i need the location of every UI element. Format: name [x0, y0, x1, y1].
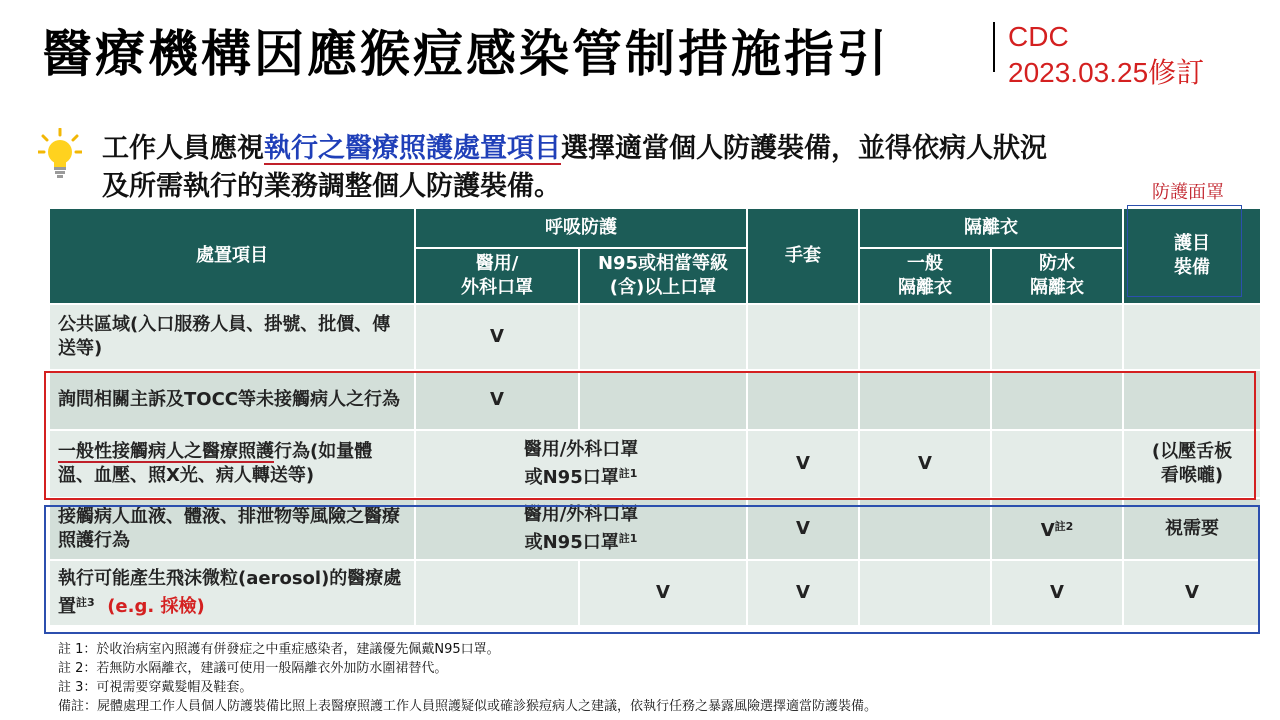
- table-row: [49, 304, 1261, 370]
- header-general-gown: 一般 隔離衣: [859, 248, 991, 304]
- waterproof-mark: V: [1040, 520, 1055, 541]
- cell-general-gown: [859, 304, 991, 370]
- cell-eye: V: [1123, 560, 1261, 626]
- page-title: 醫療機構因應猴痘感染管制措施指引: [42, 25, 890, 83]
- respiratory-note: 註1: [618, 532, 638, 545]
- cell-waterproof-gown: [991, 370, 1123, 430]
- header-gloves: 手套: [747, 208, 859, 304]
- intro-highlight: 執行之醫療照護處置項目: [264, 133, 561, 164]
- header-item: 處置項目: [49, 208, 415, 304]
- table-row: [49, 370, 1261, 430]
- header-medical-mask: 醫用/ 外科口罩: [415, 248, 579, 304]
- source-org: CDC: [1008, 21, 1069, 52]
- respiratory-text: 醫用/外科口罩 或N95口罩: [523, 504, 639, 553]
- cell-waterproof-gown: [991, 304, 1123, 370]
- cell-medical-mask: [415, 560, 579, 626]
- header-respiratory: 呼吸防護: [415, 208, 747, 248]
- row-item-rest: 行為(如量體溫、血壓、照X光、病人轉送等): [58, 441, 373, 486]
- cell-waterproof-gown: [991, 430, 1123, 498]
- cell-eye: 視需要: [1123, 498, 1261, 560]
- row-item-example: (e.g. 採檢): [107, 596, 205, 617]
- cell-n95: V: [579, 560, 747, 626]
- header-row-1: [49, 208, 1261, 248]
- respiratory-note: 註1: [618, 467, 638, 480]
- cell-medical-mask: V: [415, 304, 579, 370]
- table-row: [49, 430, 1261, 498]
- face-shield-note: 防護面罩: [1152, 182, 1224, 202]
- waterproof-note: 註2: [1054, 520, 1074, 533]
- cell-general-gown: V: [859, 430, 991, 498]
- cell-general-gown: [859, 498, 991, 560]
- cell-general-gown: [859, 370, 991, 430]
- lightbulb-icon: [38, 128, 82, 180]
- cell-waterproof-gown: [991, 498, 1123, 560]
- cell-medical-mask: V: [415, 370, 579, 430]
- cell-respiratory-merged: [415, 498, 747, 560]
- row-item-text: 執行可能產生飛沫微粒(aerosol)的醫療處置: [58, 568, 402, 617]
- footnotes: [58, 640, 1268, 716]
- footnote-2: 註 2：若無防水隔離衣，建議可使用一般隔離衣外加防水圍裙替代。: [58, 661, 448, 676]
- cell-eye: (以壓舌板 看喉嚨): [1123, 430, 1261, 498]
- intro-part2: 選擇適當個人防護裝備，並得依病人狀況: [561, 133, 1047, 164]
- intro-text: [102, 130, 1252, 206]
- respiratory-text: 醫用/外科口罩 或N95口罩: [523, 439, 639, 488]
- header-waterproof-gown: 防水 隔離衣: [991, 248, 1123, 304]
- row-item-note: 註3: [76, 596, 95, 609]
- header-n95: N95或相當等級 (含)以上口罩: [579, 248, 747, 304]
- cell-gloves: V: [747, 560, 859, 626]
- footnote-remark: 備註：屍體處理工作人員個人防護裝備比照上表醫療照護工作人員照護疑似或確診猴痘病人之建議，依執行任務之暴露風險選擇適當防護裝備。: [58, 699, 878, 714]
- header-gown: 隔離衣: [859, 208, 1123, 248]
- row-item: [49, 430, 415, 498]
- cell-n95: [579, 304, 747, 370]
- table-row: [49, 560, 1261, 626]
- cell-gloves: V: [747, 430, 859, 498]
- cell-waterproof-gown: V: [991, 560, 1123, 626]
- footnote-3: 註 3：可視需要穿戴髮帽及鞋套。: [58, 680, 253, 695]
- row-item: 公共區域(入口服務人員、掛號、批價、傳送等): [49, 304, 415, 370]
- source-date: 2023.03.25修訂: [1008, 57, 1205, 88]
- table-row: [49, 498, 1261, 560]
- intro-line2: 及所需執行的業務調整個人防護裝備。: [102, 171, 561, 202]
- intro-part1: 工作人員應視: [102, 133, 264, 164]
- row-item: 接觸病人血液、體液、排泄物等風險之醫療照護行為: [49, 498, 415, 560]
- cell-n95: [579, 370, 747, 430]
- cell-eye: [1123, 304, 1261, 370]
- cell-general-gown: [859, 560, 991, 626]
- row-item: [49, 560, 415, 626]
- row-item: 詢問相關主訴及TOCC等未接觸病人之行為: [49, 370, 415, 430]
- header-eye: 護目 裝備: [1123, 208, 1261, 304]
- row-item-underlined: 一般性接觸病人之醫療照護: [58, 441, 274, 462]
- footnote-1: 註 1：於收治病室內照護有併發症之中重症感染者，建議優先佩戴N95口罩。: [58, 642, 500, 657]
- title-divider: [993, 22, 995, 72]
- cell-respiratory-merged: [415, 430, 747, 498]
- cell-gloves: [747, 370, 859, 430]
- cell-gloves: V: [747, 498, 859, 560]
- cell-gloves: [747, 304, 859, 370]
- ppe-table: [48, 207, 1262, 627]
- cell-eye: [1123, 370, 1261, 430]
